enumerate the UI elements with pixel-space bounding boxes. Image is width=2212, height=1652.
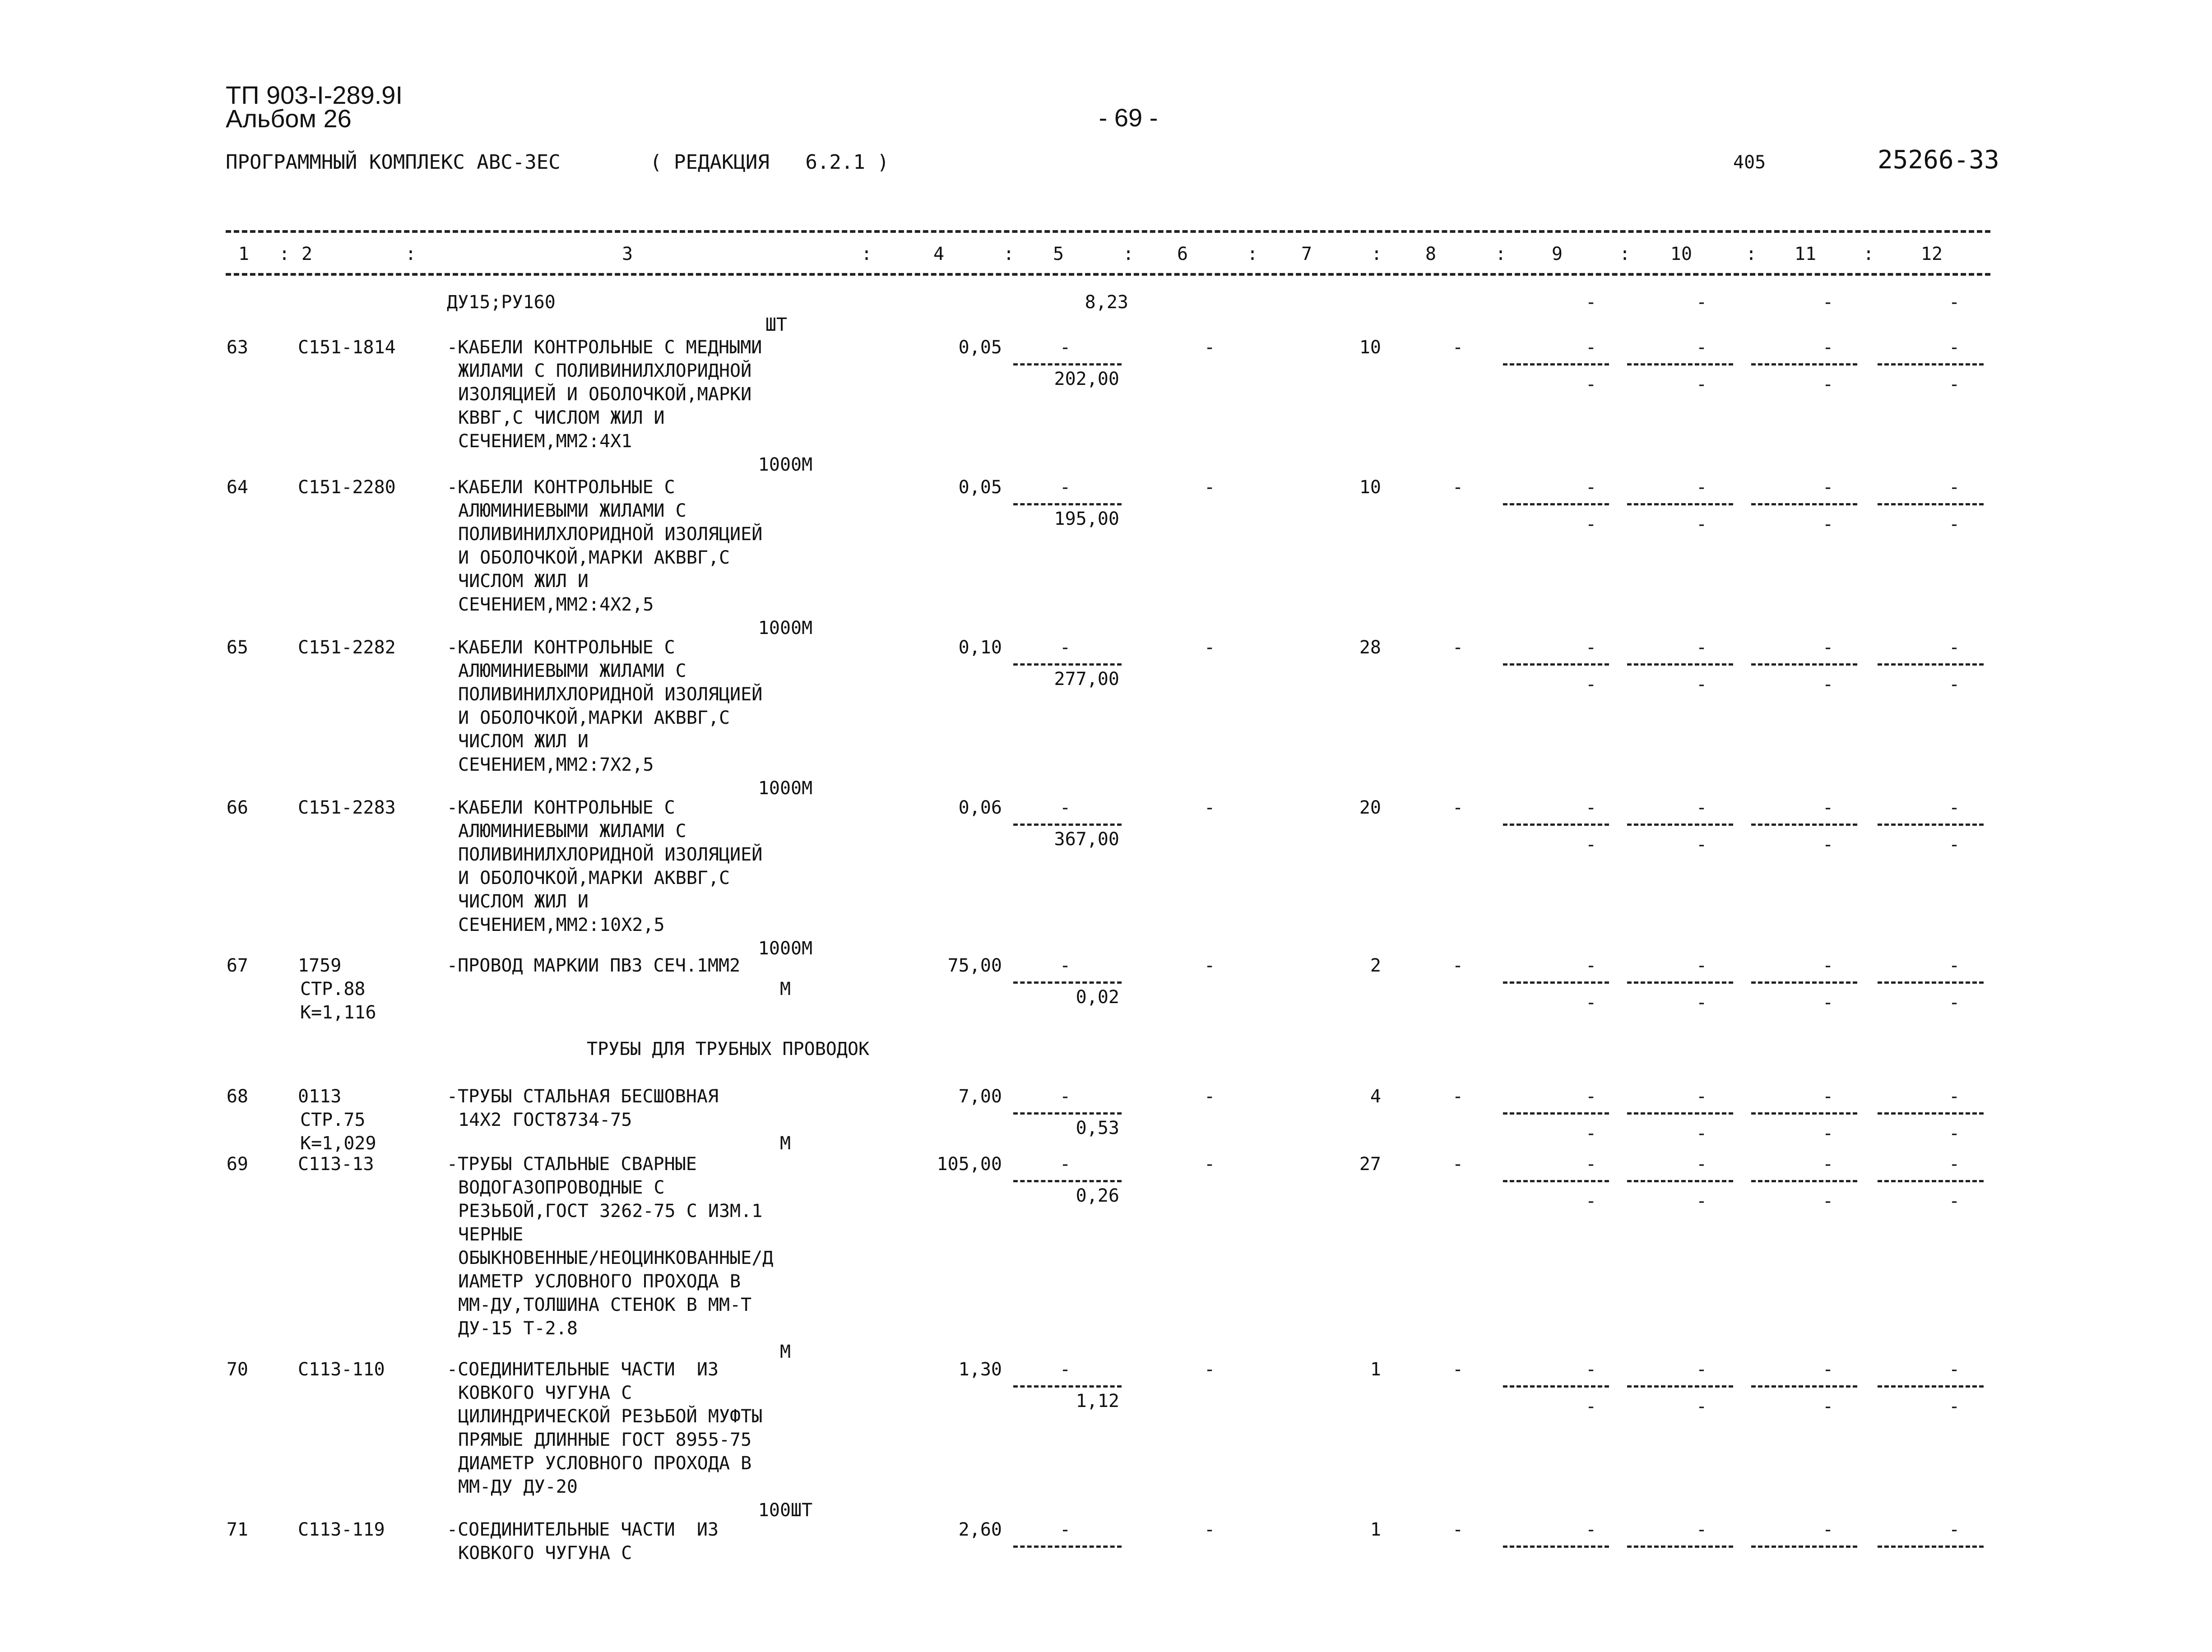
column-separator: : — [1495, 244, 1507, 264]
empty-cell-dash: - — [1822, 1123, 1834, 1144]
empty-cell-dash: - — [1585, 292, 1597, 313]
empty-cell-dash: - — [1696, 1359, 1707, 1380]
row-number: 68 — [226, 1086, 248, 1107]
dashed-separator — [1503, 1180, 1609, 1182]
dashed-separator — [1627, 663, 1733, 666]
col5-divider — [1013, 1112, 1122, 1115]
dashed-separator — [1627, 1112, 1733, 1115]
row-number: 71 — [226, 1519, 248, 1540]
empty-cell-dash: - — [1948, 797, 1960, 818]
row-description-line: И ОБОЛОЧКОЙ,МАРКИ АКВВГ,С — [458, 868, 730, 888]
empty-cell-dash: - — [1585, 1519, 1597, 1540]
row-code: C151-2283 — [298, 797, 396, 818]
dashed-separator — [1878, 981, 1984, 984]
row-quantity: 0,05 — [958, 337, 1002, 358]
row-col5-bottom: 195,00 — [1054, 509, 1119, 529]
col5-divider — [1013, 1180, 1122, 1182]
row-description-line: СЕЧЕНИЕМ,ММ2:10Х2,5 — [458, 915, 665, 935]
empty-cell-dash: - — [1822, 1191, 1834, 1212]
dashed-separator — [1751, 1385, 1857, 1388]
empty-cell-dash: - — [1948, 834, 1960, 855]
dashed-separator — [1878, 663, 1984, 666]
row-code: СТР.75 — [300, 1110, 366, 1130]
row-number: 67 — [226, 955, 248, 976]
dashed-separator — [1878, 363, 1984, 366]
row-col8: - — [1452, 797, 1464, 818]
header-rule-top — [226, 230, 1990, 233]
dashed-separator — [1751, 1112, 1857, 1115]
row-number: 63 — [226, 337, 248, 358]
column-number: 3 — [621, 244, 633, 264]
row-quantity: 0,10 — [958, 637, 1002, 658]
dashed-separator — [1503, 363, 1609, 366]
row-col5-top: - — [1059, 1154, 1071, 1175]
row-description-line: КОВКОГО ЧУГУНА С — [458, 1383, 632, 1403]
row-unit: М — [779, 1342, 791, 1362]
row-col5-top: - — [1059, 1359, 1071, 1380]
row-col5-bottom: 367,00 — [1054, 829, 1119, 850]
dashed-separator — [1627, 1385, 1733, 1388]
empty-cell-dash: - — [1585, 1396, 1597, 1417]
row-col8: - — [1452, 337, 1464, 358]
row-quantity: 2,60 — [958, 1519, 1002, 1540]
column-separator: : — [1619, 244, 1631, 264]
row-number: 70 — [226, 1359, 248, 1380]
row-col8: - — [1452, 477, 1464, 498]
row-description-line: КОВКОГО ЧУГУНА С — [458, 1543, 632, 1564]
row-code: СТР.88 — [300, 979, 366, 1000]
column-separator: : — [1863, 244, 1874, 264]
empty-cell-dash: - — [1822, 292, 1834, 313]
row-col7: 1 — [1370, 1359, 1381, 1380]
empty-cell-dash: - — [1948, 1154, 1960, 1175]
row-col5-top: - — [1059, 797, 1071, 818]
row-description-line: ММ-ДУ,ТОЛШИНА СТЕНОК В ММ-Т — [458, 1295, 752, 1315]
row-description-line: СЕЧЕНИЕМ,ММ2:4Х2,5 — [458, 594, 654, 615]
row-description-line: -КАБЕЛИ КОНТРОЛЬНЫЕ С — [447, 797, 675, 818]
album-label: Альбом 26 — [226, 104, 352, 133]
dashed-separator — [1878, 1546, 1984, 1548]
col5-divider — [1013, 1385, 1122, 1388]
row-quantity: 0,06 — [958, 797, 1002, 818]
row-description-line: -СОЕДИНИТЕЛЬНЫЕ ЧАСТИ ИЗ — [447, 1359, 719, 1380]
column-number: 6 — [1177, 244, 1188, 264]
row-code: C113-13 — [298, 1154, 374, 1175]
row-unit: 1000М — [758, 778, 813, 799]
row-col8: - — [1452, 637, 1464, 658]
row-col5-bottom: 277,00 — [1054, 669, 1119, 689]
empty-cell-dash: - — [1585, 992, 1597, 1013]
empty-cell-dash: - — [1948, 1519, 1960, 1540]
dashed-separator — [1751, 503, 1857, 505]
row-description-line: СЕЧЕНИЕМ,ММ2:7Х2,5 — [458, 754, 654, 775]
empty-cell-dash: - — [1948, 955, 1960, 976]
col5-divider — [1013, 981, 1122, 984]
column-separator: : — [861, 244, 872, 264]
dashed-separator — [1503, 1112, 1609, 1115]
row-description-line: АЛЮМИНИЕВЫМИ ЖИЛАМИ С — [458, 500, 686, 521]
empty-cell-dash: - — [1948, 637, 1960, 658]
row-col7: 28 — [1359, 637, 1381, 658]
row-col7: 4 — [1370, 1086, 1381, 1107]
row-description-line: ПОЛИВИНИЛХЛОРИДНОЙ ИЗОЛЯЦИЕЙ — [458, 684, 763, 705]
row-unit: М — [779, 979, 791, 1000]
row-description-line: ЧИСЛОМ ЖИЛ И — [458, 571, 589, 592]
row-number: 65 — [226, 637, 248, 658]
empty-cell-dash: - — [1948, 514, 1960, 535]
row-description-line: ЧИСЛОМ ЖИЛ И — [458, 731, 589, 752]
empty-cell-dash: - — [1696, 992, 1707, 1013]
dashed-separator — [1503, 981, 1609, 984]
column-number: 12 — [1920, 244, 1943, 264]
row-unit: М — [779, 1133, 791, 1154]
row-unit: 100ШТ — [758, 1500, 813, 1521]
row-description-line: И ОБОЛОЧКОЙ,МАРКИ АКВВГ,С — [458, 708, 730, 728]
row-description-line: АЛЮМИНИЕВЫМИ ЖИЛАМИ С — [458, 661, 686, 681]
row-col7: 1 — [1370, 1519, 1381, 1540]
sheet-number: 405 — [1733, 152, 1766, 173]
empty-cell-dash: - — [1585, 337, 1597, 358]
row-code: C151-1814 — [298, 337, 396, 358]
row-description-line: -КАБЕЛИ КОНТРОЛЬНЫЕ С — [447, 477, 675, 498]
row-description-line: -ТРУБЫ СТАЛЬНЫЕ СВАРНЫЕ — [447, 1154, 697, 1175]
empty-cell-dash: - — [1696, 337, 1707, 358]
empty-cell-dash: - — [1696, 1154, 1707, 1175]
row-col5-top: - — [1059, 477, 1071, 498]
column-separator: : — [1371, 244, 1382, 264]
row-unit: 1000М — [758, 938, 813, 959]
row-description-line: -СОЕДИНИТЕЛЬНЫЕ ЧАСТИ ИЗ — [447, 1519, 719, 1540]
column-number: 4 — [933, 244, 945, 264]
row-description-line: ИЗОЛЯЦИЕЙ И ОБОЛОЧКОЙ,МАРКИ — [458, 384, 752, 405]
dashed-separator — [1503, 503, 1609, 505]
row-col5-top: - — [1059, 1519, 1071, 1540]
empty-cell-dash: - — [1948, 477, 1960, 498]
row-description-line: 14Х2 ГОСТ8734-75 — [458, 1110, 632, 1130]
dashed-separator — [1627, 824, 1733, 826]
row-col5-top: - — [1059, 955, 1071, 976]
row-col5-bottom: 202,00 — [1054, 369, 1119, 389]
empty-cell-dash: - — [1822, 514, 1834, 535]
column-separator: : — [278, 244, 290, 264]
carry-over-name: ДУ15;РУ160 — [447, 292, 556, 313]
empty-cell-dash: - — [1822, 992, 1834, 1013]
empty-cell-dash: - — [1822, 374, 1834, 395]
empty-cell-dash: - — [1696, 374, 1707, 395]
dashed-separator — [1751, 981, 1857, 984]
row-col7: 2 — [1370, 955, 1381, 976]
row-description-line: ВОДОГАЗОПРОВОДНЫЕ С — [458, 1177, 665, 1198]
row-description-line: ММ-ДУ ДУ-20 — [458, 1476, 578, 1497]
row-code: 0113 — [298, 1086, 342, 1107]
row-col6: - — [1204, 1086, 1215, 1107]
row-description-line: РЕЗЬБОЙ,ГОСТ 3262-75 С ИЗМ.1 — [458, 1201, 763, 1222]
row-col5-top: - — [1059, 637, 1071, 658]
empty-cell-dash: - — [1585, 1086, 1597, 1107]
dashed-separator — [1627, 363, 1733, 366]
column-number: 1 — [238, 244, 250, 264]
row-col8: - — [1452, 1519, 1464, 1540]
column-number: 11 — [1794, 244, 1817, 264]
column-separator: : — [1003, 244, 1015, 264]
page-number: - 69 - — [1099, 103, 1158, 132]
row-description-line: ПОЛИВИНИЛХЛОРИДНОЙ ИЗОЛЯЦИЕЙ — [458, 524, 763, 545]
row-description-line: ПОЛИВИНИЛХЛОРИДНОЙ ИЗОЛЯЦИЕЙ — [458, 844, 763, 865]
empty-cell-dash: - — [1696, 1086, 1707, 1107]
row-description-line: ЧИСЛОМ ЖИЛ И — [458, 891, 589, 912]
column-number: 7 — [1301, 244, 1312, 264]
empty-cell-dash: - — [1585, 514, 1597, 535]
column-number: 10 — [1670, 244, 1693, 264]
row-description-line: ЦИЛИНДРИЧЕСКОЙ РЕЗЬБОЙ МУФТЫ — [458, 1406, 763, 1427]
empty-cell-dash: - — [1696, 834, 1707, 855]
row-col6: - — [1204, 477, 1215, 498]
col5-divider — [1013, 503, 1122, 505]
empty-cell-dash: - — [1585, 1191, 1597, 1212]
col5-divider — [1013, 363, 1122, 366]
row-description-line: ЧЕРНЫЕ — [458, 1224, 524, 1245]
empty-cell-dash: - — [1822, 674, 1834, 695]
row-code: C151-2282 — [298, 637, 396, 658]
document-number: 25266-33 — [1878, 145, 1999, 175]
row-description-line: КВВГ,С ЧИСЛОМ ЖИЛ И — [458, 407, 665, 428]
empty-cell-dash: - — [1696, 637, 1707, 658]
empty-cell-dash: - — [1822, 1086, 1834, 1107]
column-separator: : — [1745, 244, 1757, 264]
empty-cell-dash: - — [1696, 1519, 1707, 1540]
empty-cell-dash: - — [1585, 637, 1597, 658]
row-description-line: -КАБЕЛИ КОНТРОЛЬНЫЕ С — [447, 637, 675, 658]
row-col6: - — [1204, 955, 1215, 976]
dashed-separator — [1751, 824, 1857, 826]
empty-cell-dash: - — [1585, 374, 1597, 395]
row-code: C113-110 — [298, 1359, 385, 1380]
dashed-separator — [1751, 363, 1857, 366]
dashed-separator — [1751, 1180, 1857, 1182]
row-description-line: -ТРУБЫ СТАЛЬНАЯ БЕСШОВНАЯ — [447, 1086, 719, 1107]
row-description-line: И ОБОЛОЧКОЙ,МАРКИ АКВВГ,С — [458, 547, 730, 568]
row-quantity: 7,00 — [958, 1086, 1002, 1107]
column-number: 2 — [301, 244, 313, 264]
row-col5-bottom: 0,26 — [1076, 1185, 1119, 1206]
dashed-separator — [1503, 1385, 1609, 1388]
row-col7: 27 — [1359, 1154, 1381, 1175]
row-col5-bottom: 0,02 — [1076, 987, 1119, 1008]
carry-over-unit: ШТ — [765, 315, 788, 335]
dashed-separator — [1627, 503, 1733, 505]
row-code: C151-2280 — [298, 477, 396, 498]
dashed-separator — [1627, 1180, 1733, 1182]
row-description-line: ОБЫКНОВЕННЫЕ/НЕОЦИНКОВАННЫЕ/Д — [458, 1248, 774, 1268]
header-rule-bottom — [226, 273, 1990, 276]
dashed-separator — [1878, 824, 1984, 826]
row-number: 66 — [226, 797, 248, 818]
column-separator: : — [1247, 244, 1258, 264]
empty-cell-dash: - — [1696, 955, 1707, 976]
col5-divider — [1013, 824, 1122, 826]
empty-cell-dash: - — [1822, 1154, 1834, 1175]
row-col6: - — [1204, 1154, 1215, 1175]
carry-over-col5: 8,23 — [1085, 292, 1128, 313]
empty-cell-dash: - — [1948, 992, 1960, 1013]
dashed-separator — [1878, 1385, 1984, 1388]
empty-cell-dash: - — [1948, 1191, 1960, 1212]
column-separator: : — [1122, 244, 1134, 264]
row-number: 64 — [226, 477, 248, 498]
empty-cell-dash: - — [1948, 1396, 1960, 1417]
dashed-separator — [1878, 503, 1984, 505]
row-description-line: СЕЧЕНИЕМ,ММ2:4Х1 — [458, 431, 632, 452]
col5-divider — [1013, 663, 1122, 666]
column-separator: : — [405, 244, 417, 264]
column-number: 5 — [1053, 244, 1064, 264]
row-code: C113-119 — [298, 1519, 385, 1540]
program-title: ПРОГРАММНЫЙ КОМПЛЕКС АВС-3ЕС — [226, 151, 561, 174]
row-col8: - — [1452, 1086, 1464, 1107]
row-col8: - — [1452, 1154, 1464, 1175]
empty-cell-dash: - — [1948, 1359, 1960, 1380]
empty-cell-dash: - — [1585, 1359, 1597, 1380]
row-quantity: 1,30 — [958, 1359, 1002, 1380]
row-col7: 10 — [1359, 337, 1381, 358]
row-col6: - — [1204, 1359, 1215, 1380]
empty-cell-dash: - — [1948, 1086, 1960, 1107]
empty-cell-dash: - — [1696, 292, 1707, 313]
empty-cell-dash: - — [1822, 1359, 1834, 1380]
empty-cell-dash: - — [1822, 834, 1834, 855]
row-description-line: ДУ-15 Т-2.8 — [458, 1318, 578, 1339]
row-col8: - — [1452, 955, 1464, 976]
dashed-separator — [1627, 1546, 1733, 1548]
row-quantity: 105,00 — [937, 1154, 1002, 1175]
row-col8: - — [1452, 1359, 1464, 1380]
empty-cell-dash: - — [1585, 1123, 1597, 1144]
document-code: ТП 903-I-289.9I — [226, 81, 403, 109]
program-edition: ( РЕДАКЦИЯ 6.2.1 ) — [650, 151, 889, 174]
row-col6: - — [1204, 1519, 1215, 1540]
row-description-line: АЛЮМИНИЕВЫМИ ЖИЛАМИ С — [458, 821, 686, 842]
col5-divider — [1013, 1546, 1122, 1548]
dashed-separator — [1751, 1546, 1857, 1548]
dashed-separator — [1878, 1180, 1984, 1182]
dashed-separator — [1751, 663, 1857, 666]
row-col6: - — [1204, 637, 1215, 658]
row-col6: - — [1204, 797, 1215, 818]
row-description-line: ЖИЛАМИ С ПОЛИВИНИЛХЛОРИДНОЙ — [458, 361, 752, 381]
dashed-separator — [1878, 1112, 1984, 1115]
row-code: К=1,029 — [300, 1133, 376, 1154]
row-col5-bottom: 0,53 — [1076, 1118, 1119, 1138]
row-quantity: 75,00 — [947, 955, 1002, 976]
empty-cell-dash: - — [1822, 337, 1834, 358]
row-number: 69 — [226, 1154, 248, 1175]
dashed-separator — [1503, 663, 1609, 666]
row-col6: - — [1204, 337, 1215, 358]
empty-cell-dash: - — [1696, 797, 1707, 818]
dashed-separator — [1503, 1546, 1609, 1548]
row-description-line: ДИАМЕТР УСЛОВНОГО ПРОХОДА В — [458, 1453, 752, 1474]
row-col7: 10 — [1359, 477, 1381, 498]
empty-cell-dash: - — [1822, 1519, 1834, 1540]
empty-cell-dash: - — [1822, 477, 1834, 498]
empty-cell-dash: - — [1822, 1396, 1834, 1417]
empty-cell-dash: - — [1822, 797, 1834, 818]
row-col7: 20 — [1359, 797, 1381, 818]
empty-cell-dash: - — [1585, 834, 1597, 855]
row-quantity: 0,05 — [958, 477, 1002, 498]
empty-cell-dash: - — [1822, 637, 1834, 658]
empty-cell-dash: - — [1948, 374, 1960, 395]
row-code: 1759 — [298, 955, 342, 976]
dashed-separator — [1627, 981, 1733, 984]
row-col5-top: - — [1059, 337, 1071, 358]
dashed-separator — [1503, 824, 1609, 826]
empty-cell-dash: - — [1585, 797, 1597, 818]
row-col5-top: - — [1059, 1086, 1071, 1107]
empty-cell-dash: - — [1948, 337, 1960, 358]
empty-cell-dash: - — [1696, 477, 1707, 498]
row-description-line: -ПРОВОД МАРКИИ ПВЗ СЕЧ.1ММ2 — [447, 955, 741, 976]
row-unit: 1000М — [758, 618, 813, 639]
row-description-line: ИАМЕТР УСЛОВНОГО ПРОХОДА В — [458, 1271, 741, 1292]
empty-cell-dash: - — [1585, 1154, 1597, 1175]
empty-cell-dash: - — [1696, 1191, 1707, 1212]
column-number: 9 — [1551, 244, 1563, 264]
empty-cell-dash: - — [1585, 955, 1597, 976]
empty-cell-dash: - — [1696, 1396, 1707, 1417]
column-number: 8 — [1425, 244, 1437, 264]
empty-cell-dash: - — [1948, 292, 1960, 313]
empty-cell-dash: - — [1696, 514, 1707, 535]
row-col5-bottom: 1,12 — [1076, 1391, 1119, 1411]
empty-cell-dash: - — [1822, 955, 1834, 976]
empty-cell-dash: - — [1585, 477, 1597, 498]
row-description-line: ПРЯМЫЕ ДЛИННЫЕ ГОСТ 8955-75 — [458, 1430, 752, 1450]
empty-cell-dash: - — [1585, 674, 1597, 695]
empty-cell-dash: - — [1696, 1123, 1707, 1144]
section-title: ТРУБЫ ДЛЯ ТРУБНЫХ ПРОВОДОК — [587, 1039, 870, 1060]
row-unit: 1000М — [758, 454, 813, 475]
row-code: К=1,116 — [300, 1002, 376, 1023]
empty-cell-dash: - — [1948, 674, 1960, 695]
empty-cell-dash: - — [1696, 674, 1707, 695]
empty-cell-dash: - — [1948, 1123, 1960, 1144]
row-description-line: -КАБЕЛИ КОНТРОЛЬНЫЕ С МЕДНЫМИ — [447, 337, 762, 358]
